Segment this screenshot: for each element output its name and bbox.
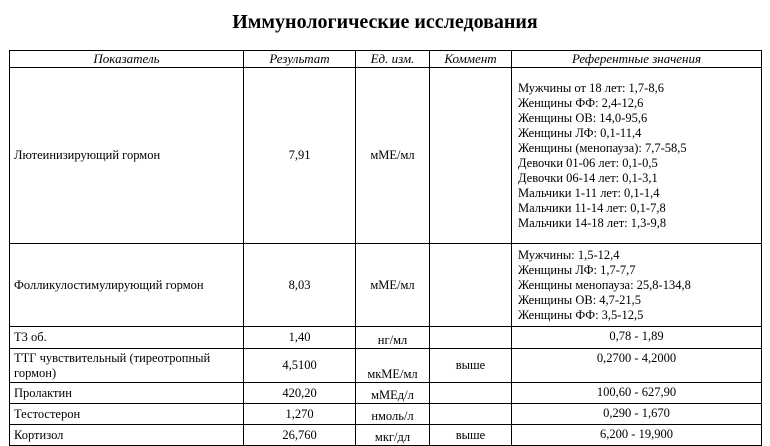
table-row-cortisol xyxy=(10,425,762,446)
reference-values xyxy=(512,68,762,244)
reference-line: Мужчины: 1,5-12,4 xyxy=(518,247,620,262)
reference-values: 0,78 - 1,89 xyxy=(512,327,762,349)
indicator-name: Тестостерон xyxy=(10,404,244,425)
reference-line: Мальчики 11-14 лет: 0,1-7,8 xyxy=(518,200,666,215)
comment-value: выше xyxy=(430,425,512,446)
reference-line: Женщины ФФ: 2,4-12,6 xyxy=(518,95,644,110)
comment-value xyxy=(430,327,512,349)
reference-line: Мальчики 14-18 лет: 1,3-9,8 xyxy=(518,215,667,230)
reference-line: Женщины ФФ: 3,5-12,5 xyxy=(518,307,644,322)
unit-value: мМЕд/л xyxy=(356,383,430,404)
result-value: 1,40 xyxy=(244,327,356,349)
unit-value: мкг/дл xyxy=(356,425,430,446)
reference-values: 100,60 - 627,90 xyxy=(512,383,762,404)
reference-values: 6,200 - 19,900 xyxy=(512,425,762,446)
unit-value: мМЕ/мл xyxy=(356,68,430,244)
reference-line: Мальчики 1-11 лет: 0,1-1,4 xyxy=(518,185,660,200)
result-value: 4,5100 xyxy=(244,349,356,383)
table-row-t3 xyxy=(10,327,762,349)
unit-value: мкМЕ/мл xyxy=(356,349,430,383)
indicator-name: Лютеинизирующий гормон xyxy=(10,68,244,244)
table-row-tsh xyxy=(10,349,762,383)
unit-value: нг/мл xyxy=(356,327,430,349)
reference-line: Женщины ОВ: 14,0-95,6 xyxy=(518,110,648,125)
result-value: 7,91 xyxy=(244,68,356,244)
col-header-unit: Ед. изм. xyxy=(356,51,430,68)
comment-value: выше xyxy=(430,349,512,383)
indicator-name: Фолликулостимулирующий гормон xyxy=(10,244,244,327)
page-title: Иммунологические исследования xyxy=(232,11,538,33)
indicator-name: Пролактин xyxy=(10,383,244,404)
table-header-row xyxy=(10,51,762,68)
unit-value: нмоль/л xyxy=(356,404,430,425)
comment-value xyxy=(430,244,512,327)
reference-line: Женщины ЛФ: 0,1-11,4 xyxy=(518,125,642,140)
comment-value xyxy=(430,68,512,244)
comment-value xyxy=(430,383,512,404)
table-row-prolactin xyxy=(10,383,762,404)
table-row-fsh xyxy=(10,244,762,327)
reference-line: Женщины (менопауза): 7,7-58,5 xyxy=(518,140,687,155)
result-value: 8,03 xyxy=(244,244,356,327)
reference-line: Девочки 06-14 лет: 0,1-3,1 xyxy=(518,170,658,185)
result-value: 420,20 xyxy=(244,383,356,404)
col-header-reference: Референтные значения xyxy=(512,51,762,68)
result-value: 26,760 xyxy=(244,425,356,446)
reference-values xyxy=(512,244,762,327)
col-header-indicator: Показатель xyxy=(10,51,244,68)
unit-value: мМЕ/мл xyxy=(356,244,430,327)
comment-value xyxy=(430,404,512,425)
result-value: 1,270 xyxy=(244,404,356,425)
indicator-name: Кортизол xyxy=(10,425,244,446)
col-header-comment: Коммент xyxy=(430,51,512,68)
reference-line: Женщины ЛФ: 1,7-7,7 xyxy=(518,262,636,277)
reference-values: 0,2700 - 4,2000 xyxy=(512,349,762,383)
results-table xyxy=(9,50,762,446)
reference-line: Мужчины от 18 лет: 1,7-8,6 xyxy=(518,80,664,95)
table-row-testosterone xyxy=(10,404,762,425)
reference-line: Девочки 01-06 лет: 0,1-0,5 xyxy=(518,155,658,170)
table-row-lh xyxy=(10,68,762,244)
col-header-result: Результат xyxy=(244,51,356,68)
reference-values: 0,290 - 1,670 xyxy=(512,404,762,425)
reference-line: Женщины менопауза: 25,8-134,8 xyxy=(518,277,691,292)
reference-line: Женщины ОВ: 4,7-21,5 xyxy=(518,292,641,307)
indicator-name: ТТГ чувствительный (тиреотропный гормон) xyxy=(10,349,244,383)
indicator-name: Т3 об. xyxy=(10,327,244,349)
